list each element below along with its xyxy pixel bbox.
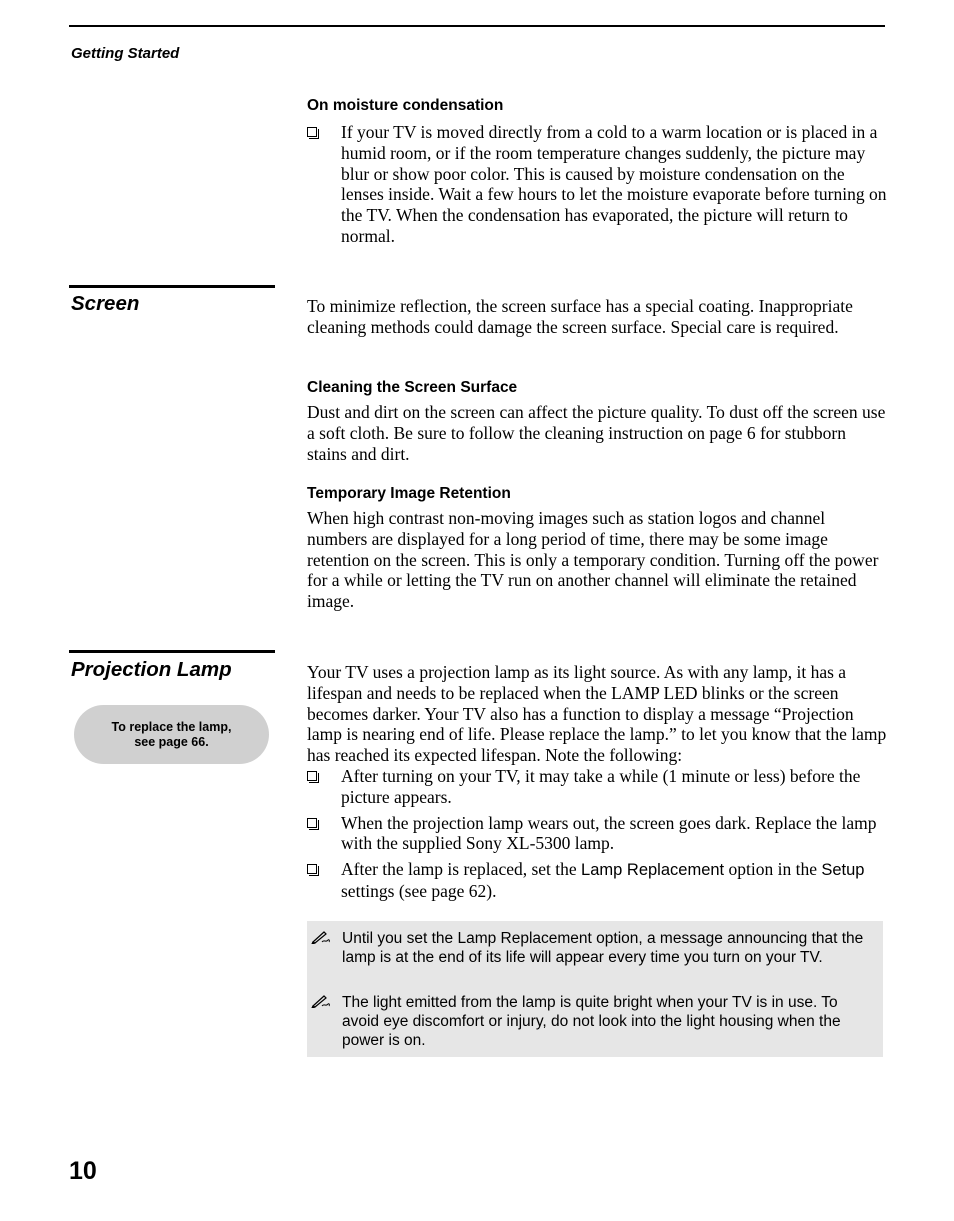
list-item bbox=[307, 122, 887, 247]
cleaning-text: Dust and dirt on the screen can affect the picture quality. To dust off the screen use a soft cloth. Be sure to follow the cleaning instruction on page 6 for stubborn stains and dirt. bbox=[307, 402, 886, 464]
lamp-section-rule bbox=[69, 650, 275, 653]
moisture-bullet-text: If your TV is moved directly from a cold to a warm location or is placed in a humid room, or if the room temperature changes suddenly, the picture may blur or show poor color. This is caused by moisture condensation on the lenses inside. Wait a few hours to let the moisture evaporate before turning on the TV. When the condensation has evaporated, the picture will return to normal. bbox=[341, 122, 887, 246]
checkbox-square-icon bbox=[307, 771, 317, 781]
note-box bbox=[307, 921, 883, 1057]
lamp-intro: Your TV uses a projection lamp as its light source. As with any lamp, it has a lifespan and needs to be replaced when the LAMP LED blinks or the screen becomes darker. Your TV also has a function to display a message “Projection lamp is nearing end of life. Please replace the lamp.” to let you know that the lamp has reached its expected lifespan. Note the following: bbox=[307, 662, 887, 766]
moisture-bullet-list bbox=[307, 122, 887, 247]
callout-line: To replace the lamp, bbox=[111, 719, 232, 734]
list-item bbox=[307, 859, 887, 902]
screen-section-rule bbox=[69, 285, 275, 288]
retention-text: When high contrast non-moving images such as station logos and channel numbers are displayed for a long period of time, there may be some image retention on the screen. This is only a temporary condition. Turning off the power for a while or letting the TV run on another channel will eliminate the retained image. bbox=[307, 508, 879, 612]
checkbox-square-icon bbox=[307, 127, 317, 137]
cleaning-heading: Cleaning the Screen Surface bbox=[307, 379, 518, 396]
page-number: 10 bbox=[69, 1157, 97, 1185]
lamp-section-title: Projection Lamp bbox=[71, 658, 232, 681]
lamp-bullet-list bbox=[307, 766, 887, 902]
list-item bbox=[307, 766, 887, 808]
note-text: The light emitted from the lamp is quite bright when your TV is in use. To avoid eye discomfort or injury, do not look into the light housing when the power is on. bbox=[342, 994, 841, 1050]
lamp-replacement-term: Lamp Replacement bbox=[581, 861, 725, 880]
pencil-note-icon bbox=[311, 994, 331, 1008]
note-text: Until you set the Lamp Replacement option, a message announcing that the lamp is at the end of its life will appear every time you turn on your TV. bbox=[342, 930, 864, 967]
retention-heading: Temporary Image Retention bbox=[307, 485, 511, 502]
screen-section-title: Screen bbox=[71, 292, 140, 315]
lamp-bullet-text-middle: option in the bbox=[724, 859, 822, 880]
lamp-bullet-text-before: After the lamp is replaced, set the bbox=[341, 859, 582, 880]
checkbox-square-icon bbox=[307, 818, 317, 828]
top-rule bbox=[69, 25, 885, 27]
screen-intro: To minimize reflection, the screen surface has a special coating. Inappropriate cleaning methods could damage the screen surface. Special care is required. bbox=[307, 296, 853, 337]
moisture-heading: On moisture condensation bbox=[307, 97, 504, 114]
lamp-callout bbox=[74, 705, 269, 764]
lamp-bullet-text: After turning on your TV, it may take a while (1 minute or less) before the picture appears. bbox=[341, 766, 861, 807]
lamp-bullet-text-after: settings (see page 62). bbox=[341, 880, 497, 901]
lamp-bullet-text: When the projection lamp wears out, the screen goes dark. Replace the lamp with the supplied Sony XL-5300 lamp. bbox=[341, 812, 877, 854]
pencil-note-icon bbox=[311, 930, 331, 944]
list-item bbox=[307, 813, 887, 855]
setup-term: Setup bbox=[821, 861, 865, 880]
checkbox-square-icon bbox=[307, 864, 317, 874]
callout-line: see page 66. bbox=[134, 734, 209, 749]
running-head: Getting Started bbox=[71, 45, 180, 62]
